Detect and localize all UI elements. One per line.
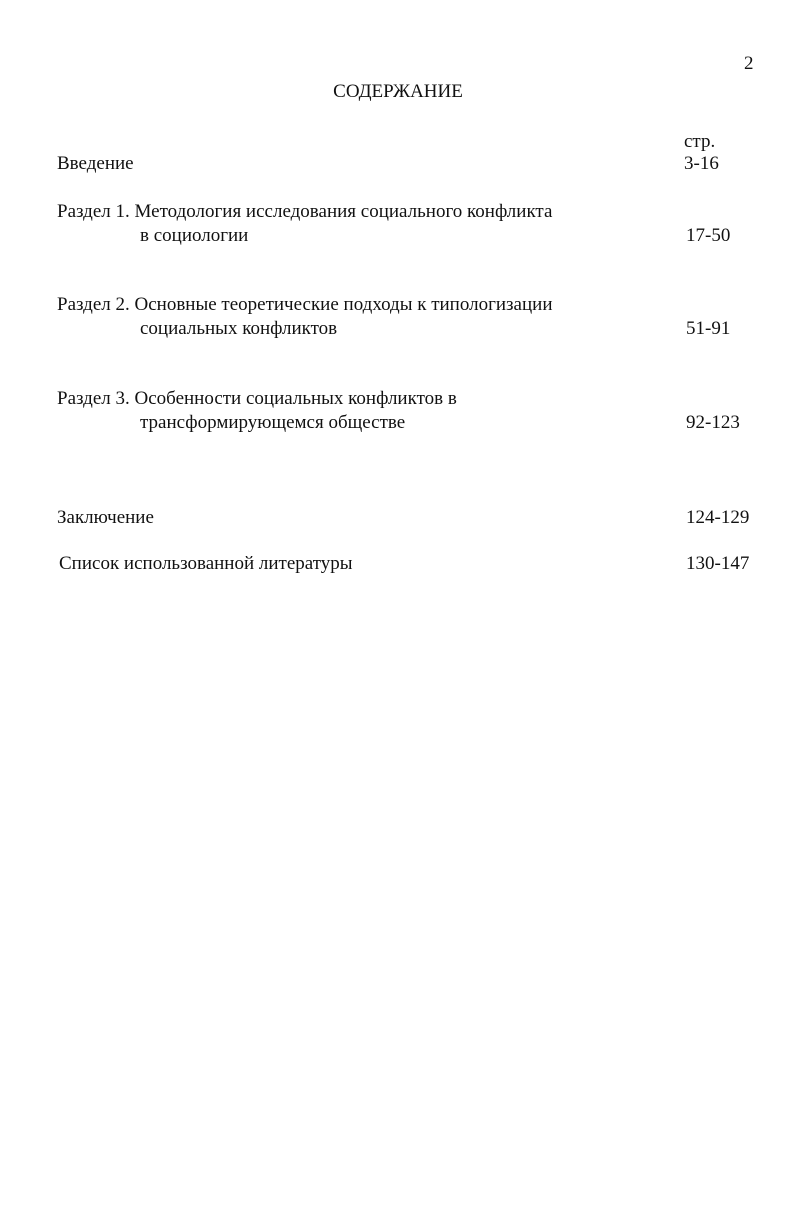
toc-entry-title-line2: в социологии	[140, 225, 249, 246]
toc-entry-label: Заключение	[57, 507, 154, 528]
toc-entry-prefix: Раздел 3.	[57, 388, 130, 409]
toc-entry-pages: 124-129	[686, 507, 750, 528]
page-number: 2	[744, 53, 754, 74]
toc-entry-prefix: Раздел 1.	[57, 201, 130, 222]
page-column-label: стр.	[684, 131, 716, 152]
toc-entry-label: Введение	[57, 153, 134, 174]
toc-entry-pages: 92-123	[686, 412, 740, 433]
toc-entry-title-line1: Методология исследования социального конфликта	[134, 201, 553, 222]
toc-entry-title-line2: социальных конфликтов	[140, 318, 338, 339]
toc-entry-first-line	[57, 200, 552, 224]
toc-entry-title-line2: трансформирующемся обществе	[140, 412, 406, 433]
toc-entry-pages: 130-147	[686, 553, 750, 574]
toc-entry-first-line	[57, 387, 457, 411]
toc-entry-title-line1: Особенности социальных конфликтов в	[134, 388, 457, 409]
toc-entry-pages: 17-50	[686, 225, 731, 246]
toc-entry-title-line1: Основные теоретические подходы к типологизации	[134, 294, 553, 315]
toc-entry-pages: 3-16	[684, 153, 719, 174]
toc-entry-prefix: Раздел 2.	[57, 294, 130, 315]
toc-entry-label: Список использованной литературы	[59, 553, 353, 574]
toc-title: СОДЕРЖАНИЕ	[333, 81, 463, 102]
toc-entry-pages: 51-91	[686, 318, 731, 339]
toc-entry-first-line	[57, 293, 552, 317]
